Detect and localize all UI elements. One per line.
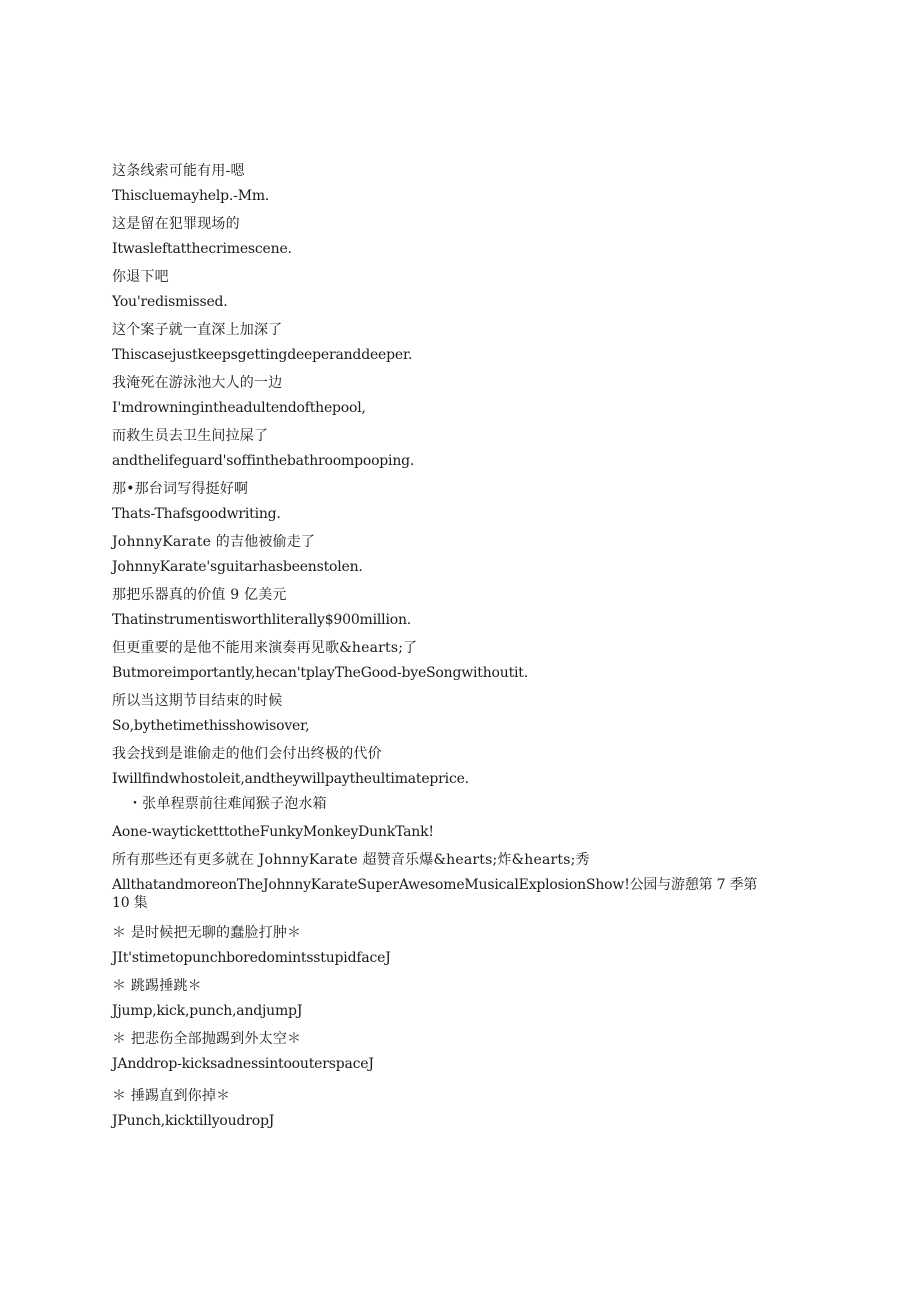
song-line-zh: ＊ 跳踢捶跳＊ xyxy=(112,978,202,994)
subtitle-line-zh: 所有那些还有更多就在 JohnnyKarate 超赞音乐爆&hearts;炸&hearts;秀 xyxy=(112,852,590,868)
subtitle-line-zh: 那把乐器真的价值 9 亿美元 xyxy=(112,587,287,603)
subtitle-line-en: Itwasleftatthecrimescene. xyxy=(112,241,292,257)
subtitle-line-zh: 那•那台词写得挺好啊 xyxy=(112,481,249,497)
subtitle-line-en: JohnnyKarate'sguitarhasbeenstolen. xyxy=(112,559,363,575)
subtitle-line-zh: 这个案子就一直深上加深了 xyxy=(112,322,283,338)
subtitle-line-en: Thiscasejustkeepsgettingdeeperanddeeper. xyxy=(112,347,413,363)
subtitle-line-zh: 你退下吧 xyxy=(112,269,169,285)
song-line-zh: ＊ 把悲伤全部抛踢到外太空＊ xyxy=(112,1031,302,1047)
subtitle-line-zh: 这是留在犯罪现场的 xyxy=(112,216,240,232)
subtitle-line-zh: ・张单程票前往难闻猴子泡水箱 xyxy=(128,796,327,812)
subtitle-line-en: I'mdrowningintheadultendofthepool, xyxy=(112,400,366,416)
subtitle-line-zh: 这条线索可能有用-嗯 xyxy=(112,163,245,179)
subtitle-line-zh: 所以当这期节目结束的时候 xyxy=(112,693,283,709)
song-line-zh: ＊ 捶踢直到你掉＊ xyxy=(112,1088,231,1104)
subtitle-line-zh: 我淹死在游泳池大人的一边 xyxy=(112,375,283,391)
song-line-en: JIt'stimetopunchboredomintsstupidfaceJ xyxy=(112,950,391,966)
subtitle-line-en: Aone-wayticketttotheFunkyMonkeyDunkTank! xyxy=(112,824,434,840)
subtitle-line-en: Butmoreimportantly,hecan'tplayTheGood-byeSongwithoutit. xyxy=(112,665,528,681)
subtitle-line-en: Thats-Thafsgoodwriting. xyxy=(112,506,281,522)
subtitle-line-zh: 我会找到是谁偷走的他们会付出终极的代价 xyxy=(112,746,382,762)
song-line-en: JPunch,kicktillyoudropJ xyxy=(112,1113,275,1129)
song-line-zh: ＊ 是时候把无聊的蠢脸打肿＊ xyxy=(112,925,302,941)
subtitle-line-en-with-episode: AllthatandmoreonTheJohnnyKarateSuperAwesomeMusicalExplosionShow!公园与游憩第 7 季第 10 集 xyxy=(112,877,758,911)
song-line-en: Jjump,kick,punch,andjumpJ xyxy=(112,1003,303,1019)
subtitle-line-en: Thiscluemayhelp.-Mm. xyxy=(112,188,270,204)
subtitle-line-zh: 而救生员去卫生间拉屎了 xyxy=(112,428,269,444)
song-line-en: JAnddrop-kicksadnessintoouterspaceJ xyxy=(112,1056,374,1072)
subtitle-line-en: Iwillfindwhostoleit,andtheywillpaytheultimateprice. xyxy=(112,771,469,787)
subtitle-line-en: So,bythetimethisshowisover, xyxy=(112,718,310,734)
subtitle-line-en: You'redismissed. xyxy=(112,294,228,310)
subtitle-line-en: andthelifeguard'soffinthebathroompooping. xyxy=(112,453,415,469)
subtitle-line-zh: 但更重要的是他不能用来演奏再见歌&hearts;了 xyxy=(112,640,418,656)
subtitle-line-en: Thatinstrumentisworthliterally$900million. xyxy=(112,612,412,628)
subtitle-line-zh: JohnnyKarate 的吉他被偷走了 xyxy=(112,534,316,550)
